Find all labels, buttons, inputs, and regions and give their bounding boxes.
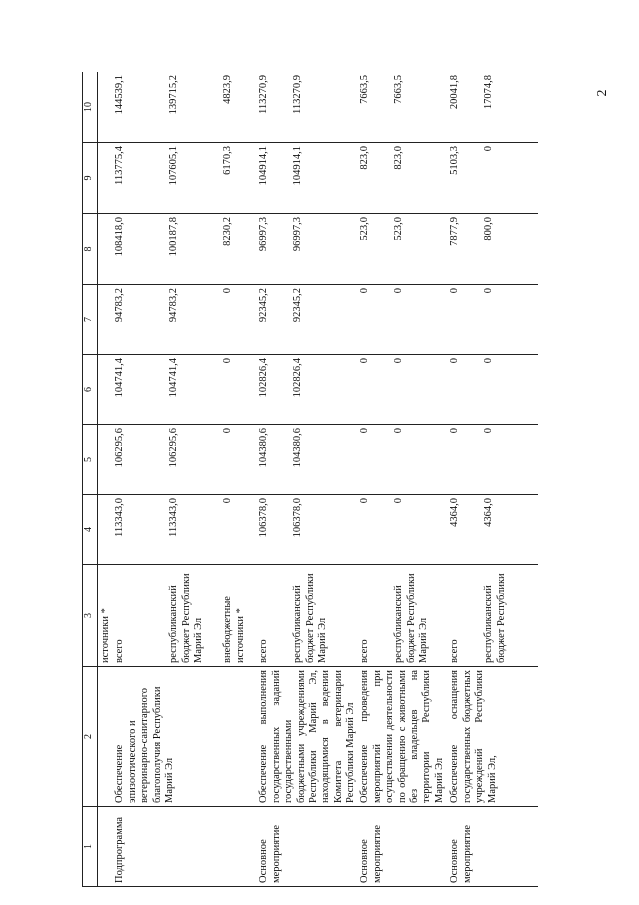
rotated-table-region [82, 72, 568, 887]
value-cell: 0 0 [358, 425, 448, 495]
value-cell: 113343,0 113343,0 0 [113, 495, 257, 565]
continuation-row [98, 72, 114, 887]
row-name: Обеспечение выполнения государственных заданий государственными бюджетными учреждениями Республики Марий Эл, находящимися в ведении Комитета ветеринарии Республики Марий Эл [257, 667, 358, 807]
landscape-page [82, 72, 568, 887]
page-number: 2 [595, 89, 610, 97]
row-name: Обеспечение оснащения государственных бюджетных учреждений Республики Марий Эл, [448, 667, 538, 807]
col-header-2: 2 [83, 667, 98, 807]
value-cell: 5103,3 0 [448, 143, 538, 214]
col-header-5: 5 [83, 425, 98, 495]
value-cell: 113270,9 113270,9 [257, 72, 358, 143]
col-header-3: 3 [83, 565, 98, 667]
value-cell: 0 0 [358, 495, 448, 565]
col-header-4: 4 [83, 495, 98, 565]
source-cell: всего республиканский бюджет Республики Марий Эл внебюджетные источники * [113, 565, 257, 667]
col-header-1: 1 [83, 807, 98, 887]
value-cell: 0 0 [358, 285, 448, 355]
value-cell: 108418,0 100187,8 8230,2 [113, 214, 257, 285]
table-row [358, 72, 448, 887]
value-cell: 113775,4 107605,1 6170,3 [113, 143, 257, 214]
value-cell: 4364,0 4364,0 [448, 495, 538, 565]
row-type: Основное мероприятие [257, 807, 358, 887]
value-cell: 106378,0 106378,0 [257, 495, 358, 565]
source-cell: всего республиканский бюджет Республики [448, 565, 538, 667]
value-cell: 0 0 [448, 425, 538, 495]
value-cell: 20041,8 17074,8 [448, 72, 538, 143]
value-cell: 0 0 [448, 285, 538, 355]
col-header-9: 9 [83, 143, 98, 214]
source-cell: всего республиканский бюджет Республики Марий Эл [257, 565, 358, 667]
row-name: Обеспечение проведения мероприятий при осуществлении деятельности по обращению с животными без владельцев на территории Республики Марий Эл [358, 667, 448, 807]
value-cell: 106295,6 106295,6 0 [113, 425, 257, 495]
value-cell: 94783,2 94783,2 0 [113, 285, 257, 355]
budget-table [82, 72, 538, 887]
row-type: Подпрограмма [113, 807, 257, 887]
value-cell: 823,0 823,0 [358, 143, 448, 214]
table-row [113, 72, 257, 887]
header-row [83, 72, 98, 887]
value-cell: 523,0 523,0 [358, 214, 448, 285]
col-header-7: 7 [83, 285, 98, 355]
value-cell: 96997,3 96997,3 [257, 214, 358, 285]
value-cell: 7877,9 800,0 [448, 214, 538, 285]
value-cell: 104741,4 104741,4 0 [113, 355, 257, 425]
value-cell: 0 0 [358, 355, 448, 425]
col-header-10: 10 [83, 72, 98, 143]
continuation-source: источники * [98, 565, 114, 667]
value-cell: 104380,6 104380,6 [257, 425, 358, 495]
row-type: Основное мероприятие [448, 807, 538, 887]
col-header-8: 8 [83, 214, 98, 285]
col-header-6: 6 [83, 355, 98, 425]
source-cell: всего республиканский бюджет Республики Марий Эл [358, 565, 448, 667]
value-cell: 7663,5 7663,5 [358, 72, 448, 143]
table-row [257, 72, 358, 887]
value-cell: 102826,4 102826,4 [257, 355, 358, 425]
row-name: Обеспечение эпизоотического и ветеринарно-санитарного благополучия Республики Марий Эл [113, 667, 257, 807]
value-cell: 0 0 [448, 355, 538, 425]
row-type: Основное мероприятие [358, 807, 448, 887]
value-cell: 92345,2 92345,2 [257, 285, 358, 355]
table-row [448, 72, 538, 887]
value-cell: 104914,1 104914,1 [257, 143, 358, 214]
value-cell: 144539,1 139715,2 4823,9 [113, 72, 257, 143]
